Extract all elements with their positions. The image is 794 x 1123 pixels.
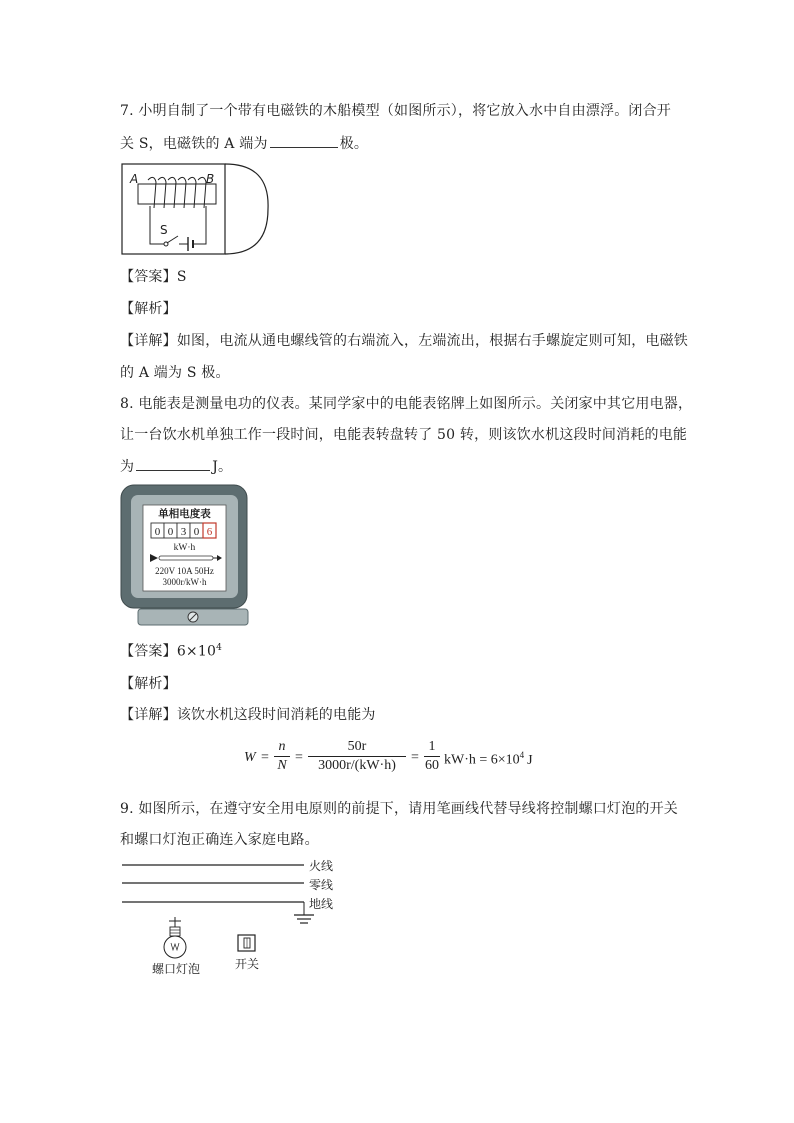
formula-sixty: 60 xyxy=(425,758,439,773)
formula-unit: J xyxy=(527,752,533,768)
meter-rev: 3000r/kW·h xyxy=(162,577,207,587)
label-bulb: 螺口灯泡 xyxy=(152,962,201,976)
q8-energy-meter xyxy=(120,484,250,627)
formula-N: N xyxy=(277,758,287,773)
q7-detail-text1: 如图，电流从通电螺线管的右端流入，左端流出，根据右手螺旋定则可知，电磁铁 xyxy=(176,333,689,349)
meter-screw-icon xyxy=(188,612,198,622)
screw-bulb-icon[interactable] xyxy=(164,917,186,958)
formula-tail-text: kW·h = 6×10 xyxy=(444,752,520,768)
meter-digit-1: 0 xyxy=(154,526,161,538)
formula-tail xyxy=(444,750,533,769)
formula-frac-rev xyxy=(308,739,406,774)
q8-stem-line3 xyxy=(120,456,232,477)
q7-detail-tag: 【详解】 xyxy=(120,333,177,349)
formula-num: 50r xyxy=(347,739,367,754)
meter-rating: 220V 10A 50Hz xyxy=(155,566,214,576)
q8-answer-tag: 【答案】 xyxy=(120,643,177,660)
formula-den: 3000r/(kW·h) xyxy=(318,758,396,773)
q7-answer-tag: 【答案】 xyxy=(120,269,177,285)
q8-formula xyxy=(244,737,564,783)
meter-title: 单相电度表 xyxy=(158,508,211,520)
meter-unit: kW·h xyxy=(173,543,196,553)
formula-one: 1 xyxy=(428,739,436,754)
switch-icon[interactable] xyxy=(238,935,255,951)
formula-w: W xyxy=(244,750,256,765)
formula-n: n xyxy=(278,739,286,754)
q8-stem-post: J。 xyxy=(212,459,233,475)
q8-detail-text1: 该饮水机这段时间消耗的电能为 xyxy=(176,707,376,723)
meter-digit-2: 0 xyxy=(167,526,174,538)
formula-frac-n xyxy=(274,739,290,774)
q7-boat-figure xyxy=(118,162,270,257)
formula-exp: 4 xyxy=(519,750,525,760)
q7-stem-pre: 关 S，电磁铁的 A 端为 xyxy=(120,136,268,152)
formula-frac-sixty xyxy=(424,739,440,774)
label-fire: 火线 xyxy=(309,859,334,873)
q7-label-b: B xyxy=(206,172,215,186)
q7-answer-blank xyxy=(270,133,338,148)
label-zero: 零线 xyxy=(309,878,334,892)
q8-stem-line1: 8. 电能表是测量电功的仪表。某同学家中的电能表铭牌上如图所示。关闭家中其它用电器， xyxy=(120,396,693,412)
formula-eq3: = xyxy=(411,750,419,765)
meter-digit-5: 6 xyxy=(206,526,213,538)
meter-digit-4: 0 xyxy=(193,526,200,538)
q7-label-a: A xyxy=(130,172,139,186)
q7-stem-post: 极。 xyxy=(339,136,369,152)
q7-label-s: S xyxy=(160,223,168,237)
q7-stem-line1: 7. 小明自制了一个带有电磁铁的木船模型（如图所示），将它放入水中自由漂浮。闭合开 xyxy=(120,103,672,119)
label-switch: 开关 xyxy=(235,957,260,971)
q8-analysis-tag: 【解析】 xyxy=(120,676,177,692)
label-ground: 地线 xyxy=(309,897,334,911)
q8-stem-pre: 为 xyxy=(120,459,135,475)
q8-detail-tag: 【详解】 xyxy=(120,707,177,723)
q7-analysis-tag: 【解析】 xyxy=(120,301,177,317)
q9-stem-line1: 9. 如图所示，在遵守安全用电原则的前提下，请用笔画线代替导线将控制螺口灯泡的开关 xyxy=(120,801,679,817)
meter-digit-3: 3 xyxy=(180,526,187,538)
q7-answer: S xyxy=(176,269,187,285)
q8-stem-line2: 让一台饮水机单独工作一段时间，电能表转盘转了 50 转，则该饮水机这段时间消耗的电能 xyxy=(120,427,688,443)
q7-detail-line2: 的 A 端为 S 极。 xyxy=(120,365,230,381)
q8-answer-base: 6×10 xyxy=(176,643,217,660)
q9-stem-line2: 和螺口灯泡正确连入家庭电路。 xyxy=(120,832,319,848)
formula-eq2: = xyxy=(295,750,303,765)
q7-detail-line1 xyxy=(120,331,688,351)
q8-answer-blank xyxy=(136,456,210,471)
q8-answer-row xyxy=(120,638,222,662)
q8-answer-exp: 4 xyxy=(216,643,223,653)
q8-detail-line1 xyxy=(120,705,376,725)
q7-answer-row xyxy=(120,267,187,287)
formula-eq1: = xyxy=(261,750,269,765)
q7-stem-line2 xyxy=(120,133,368,154)
q9-circuit-figure xyxy=(118,855,350,980)
